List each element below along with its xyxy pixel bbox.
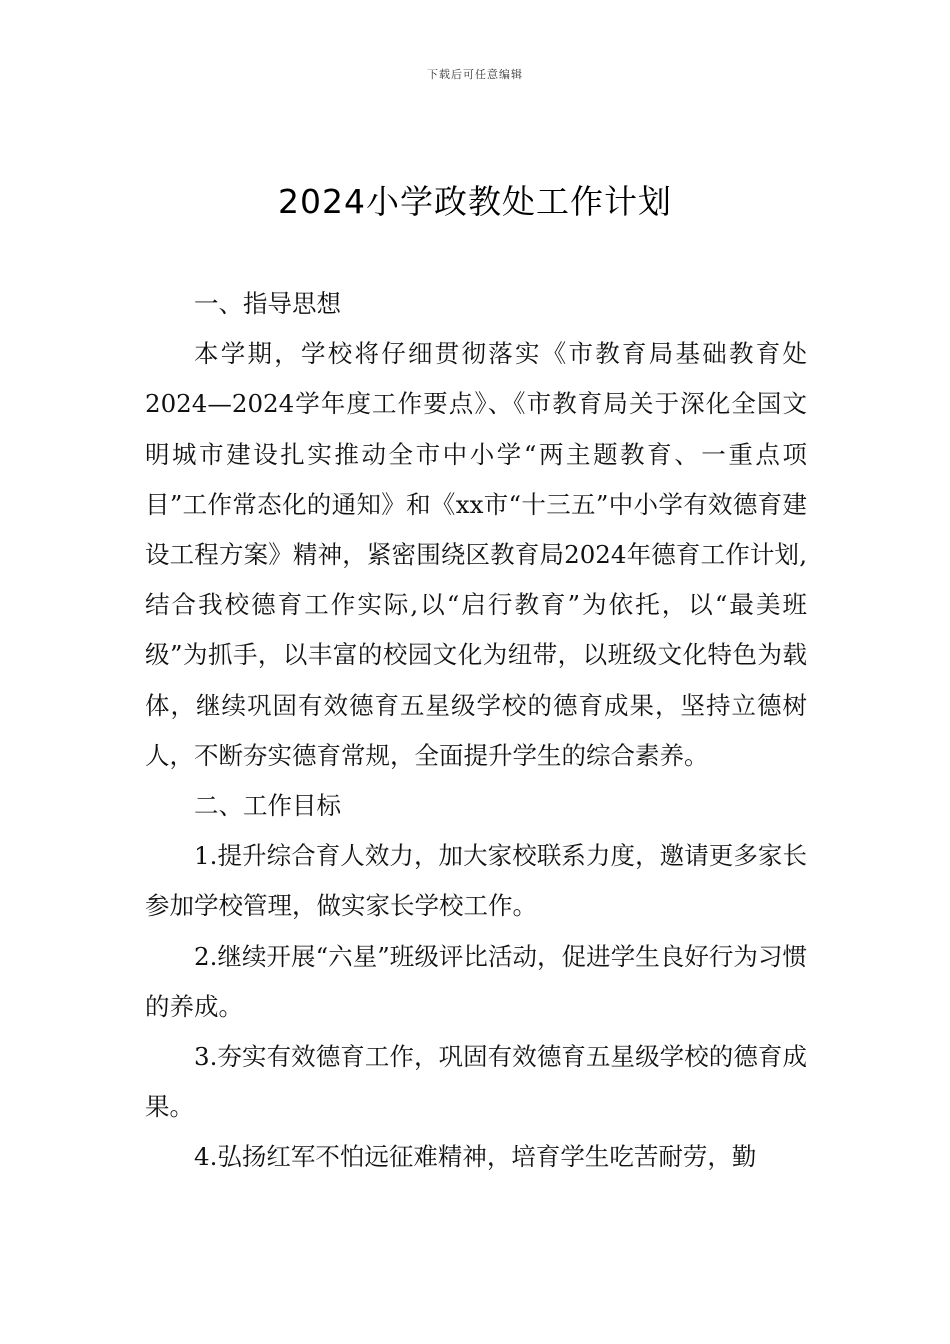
paragraph-goal-4: 4.弘扬红军不怕远征难精神，培育学生吃苦耐劳，勤 bbox=[194, 1142, 757, 1172]
section-heading-guiding-thought: 一、指导思想 bbox=[194, 289, 341, 318]
document-title: 2024小学政教处工作计划 bbox=[278, 182, 672, 221]
paragraph-goal-1: 1.提升综合育人效力，加大家校联系力度，邀请更多家长参加学校管理，做实家长学校工作。 bbox=[145, 841, 807, 921]
section-heading-work-goals: 二、工作目标 bbox=[194, 791, 341, 821]
header-note: 下载后可任意编辑 bbox=[427, 68, 523, 81]
document-body bbox=[145, 279, 807, 1183]
paragraph-goal-2: 2.继续开展“六星”班级评比活动，促进学生良好行为习惯的养成。 bbox=[145, 941, 807, 1021]
paragraph-goal-3: 3.夯实有效德育工作，巩固有效德育五星级学校的德育成果。 bbox=[145, 1042, 807, 1122]
paragraph-guiding-thought: 本学期，学校将仔细贯彻落实《市教育局基础教育处2024—2024学年度工作要点》、《市教育局关于深化全国文明城市建设扎实推动全市中小学“两主题教育、一重点项目”工作常态化的通知》和《xx市“十三五”中小学有效德育建设工程方案》精神，紧密围绕区教育局2024年德育工作计划,结合我校德育工作实际,以“启行教育”为依托，以“最美班级”为抓手，以丰富的校园文化为纽带，以班级文化特色为载体，继续巩固有效德育五星级学校的德育成果，坚持立德树人，不断夯实德育常规，全面提升学生的综合素养。 bbox=[145, 339, 807, 770]
